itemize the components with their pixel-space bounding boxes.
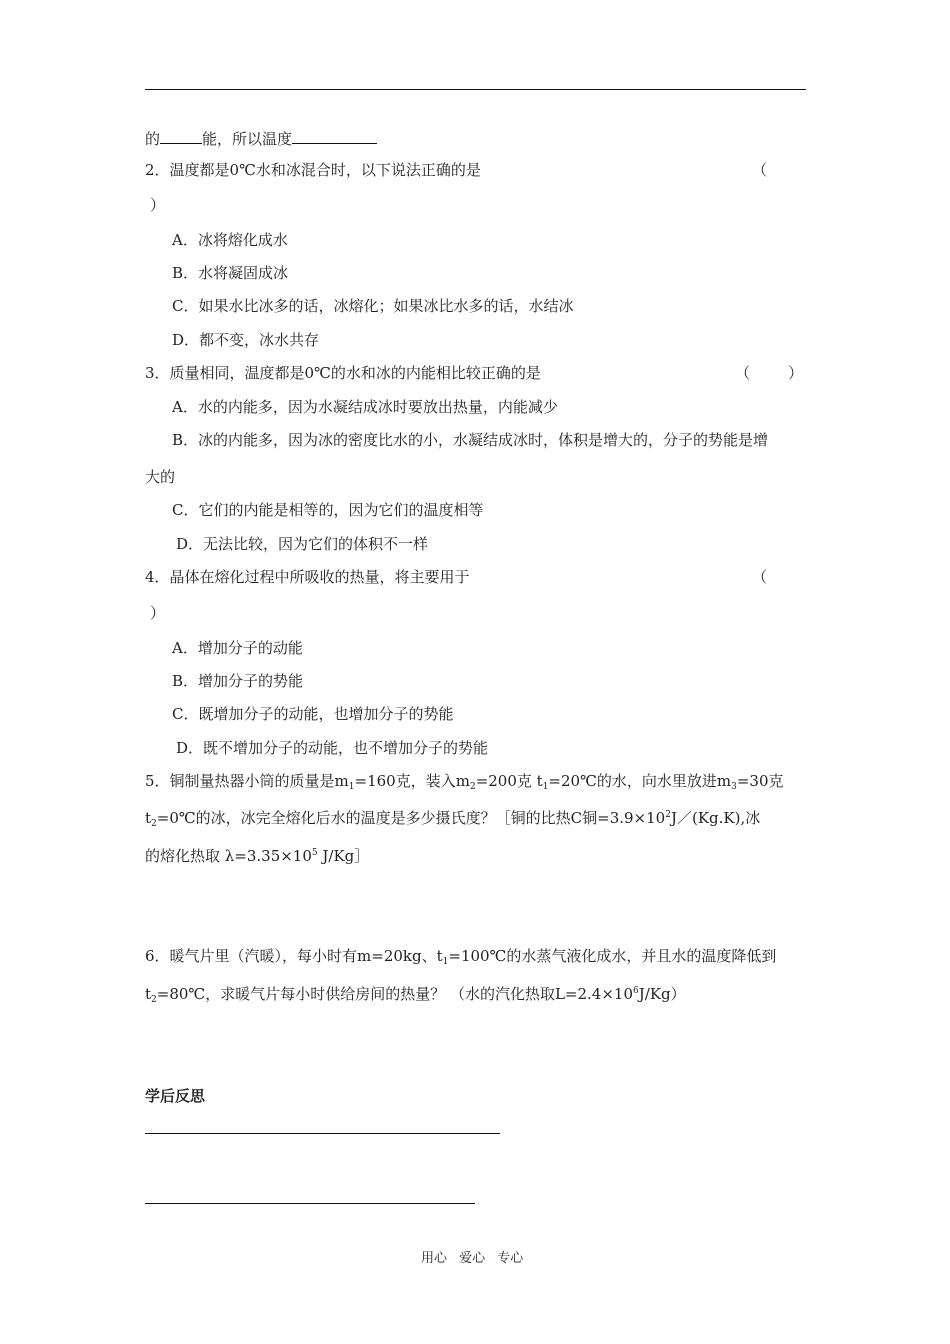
q4-paren-close: ）	[150, 604, 166, 622]
q5-line2	[145, 808, 760, 828]
q5-l1-text-e: =30克	[736, 772, 784, 790]
q1-tail-line	[145, 127, 377, 149]
q2-option-d: D．都不变，冰水共存	[172, 331, 320, 349]
q3-option-b-line2: 大的	[145, 468, 176, 486]
q4-option-c: C．既增加分子的动能，也增加分子的势能	[172, 705, 454, 723]
q6-l1-text-b: =100℃的水蒸气液化成水，并且水的温度降低到	[448, 947, 777, 965]
q6-line1	[145, 946, 776, 966]
q1-blank-2	[292, 127, 377, 144]
q6-sub-t1: 1	[442, 957, 449, 967]
reflection-line-2	[145, 1203, 475, 1204]
q2-option-a: A．冰将熔化成水	[172, 231, 288, 249]
q5-l3-text-b: J/Kg］	[317, 847, 370, 865]
q5-l3-text-a: 的熔化热取 λ=3.35×10	[145, 847, 312, 865]
q4-option-d: D．既不增加分子的动能，也不增加分子的势能	[176, 739, 489, 757]
q5-l1-text-b: =160克，装入m	[354, 772, 470, 790]
q6-l2-text-c: J/Kg）	[638, 985, 686, 1003]
q5-sub-m1: 1	[348, 782, 355, 792]
q6-sub-t2: 2	[151, 995, 157, 1005]
q2-stem: 2．温度都是0℃水和冰混合时，以下说法正确的是	[145, 161, 481, 179]
q5-sub-t2: 2	[151, 819, 157, 829]
q3-paren: （ ）	[735, 364, 804, 382]
q5-sub-m3: 3	[731, 782, 737, 792]
reflection-line-1	[145, 1133, 500, 1134]
q4-stem: 4．晶体在熔化过程中所吸收的热量，将主要用于	[145, 568, 470, 586]
q5-l2-text-a: t	[145, 809, 152, 827]
q2-option-c: C．如果水比冰多的话，冰熔化；如果冰比水多的话，水结冰	[172, 297, 574, 315]
q6-sup-exp6: 6	[633, 986, 639, 996]
q3-option-d: D．无法比较，因为它们的体积不一样	[176, 535, 429, 553]
reflection-title: 学后反思	[145, 1087, 206, 1105]
q5-l2-text-c: J／(Kg.K),冰	[670, 809, 761, 827]
q1-prefix: 的	[145, 130, 161, 148]
q2-paren-open: （	[752, 161, 768, 179]
q2-paren-close: ）	[150, 196, 166, 214]
q6-l2-text-a: t	[145, 985, 152, 1003]
q3-option-c: C．它们的内能是相等的，因为它们的温度相等	[172, 501, 484, 519]
header-rule	[145, 89, 806, 90]
q6-l2-text-b: =80℃，求暖气片每小时供给房间的热量？ （水的汽化热取L=2.4×10	[156, 985, 634, 1003]
q4-paren-open: （	[752, 568, 768, 586]
q5-sub-t1: 1	[542, 782, 549, 792]
q3-stem: 3．质量相同，温度都是0℃的水和冰的内能相比较正确的是	[145, 364, 541, 382]
q5-sup-exp5: 5	[311, 848, 318, 858]
page-footer: 用心 爱心 专心	[421, 1251, 524, 1266]
q5-line1	[145, 771, 783, 791]
q1-blank-1	[160, 127, 202, 144]
q6-line2	[145, 984, 686, 1004]
q4-option-a: A．增加分子的动能	[172, 639, 303, 657]
q4-option-b: B．增加分子的势能	[172, 672, 304, 690]
q5-l1-text-a: 5．铜制量热器小筒的质量是m	[145, 772, 349, 790]
q2-option-b: B．水将凝固成冰	[172, 264, 289, 282]
q5-sub-m2: 2	[469, 782, 476, 792]
q5-l2-text-b: =0℃的冰，冰完全熔化后水的温度是多少摄氏度？［铜的比热C铜=3.9×10	[156, 809, 666, 827]
q5-l1-text-c: =200克 t	[475, 772, 543, 790]
q5-sup-exp2: 2	[665, 810, 671, 820]
q1-mid: 能，所以温度	[202, 130, 293, 148]
q5-l1-text-d: =20℃的水，向水里放进m	[548, 772, 732, 790]
q3-option-a: A．水的内能多，因为水凝结成冰时要放出热量，内能减少	[172, 398, 558, 416]
q6-l1-text-a: 6．暖气片里（汽暖），每小时有m=20kg、t	[145, 947, 443, 965]
q5-line3	[145, 846, 369, 866]
q3-option-b-line1: B．冰的内能多，因为冰的密度比水的小，水凝结成冰时，体积是增大的，分子的势能是增	[172, 431, 769, 449]
